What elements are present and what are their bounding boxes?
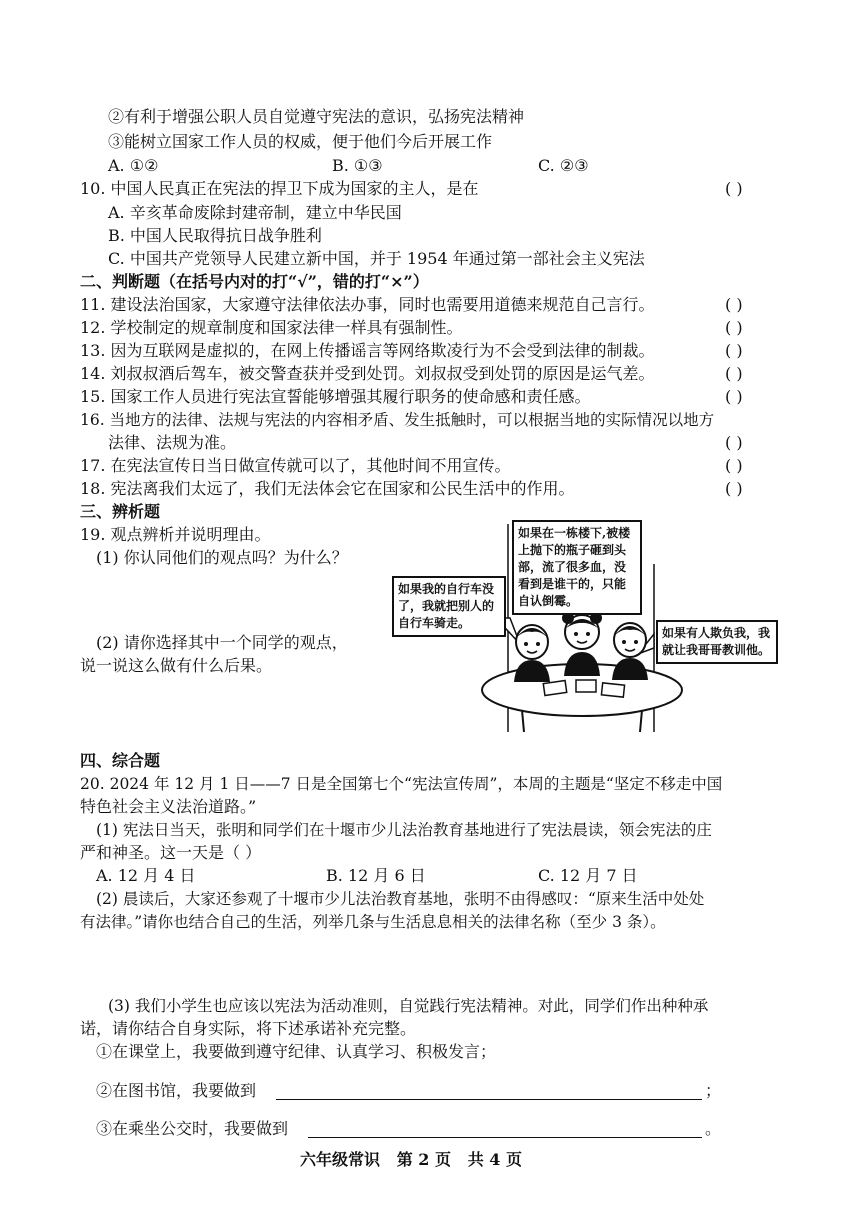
q20-promise-1: ①在课堂上，我要做到遵守纪律、认真学习、积极发言； — [96, 1042, 497, 1061]
q20-promise-2-end: ； — [705, 1081, 722, 1100]
q20-sub1-choice-b: B. 12 月 6 日 — [326, 866, 426, 885]
q17-answer-paren[interactable]: ( ) — [725, 456, 743, 475]
q19-sub1: (1) 你认同他们的观点吗？为什么？ — [96, 548, 348, 567]
q9-option-2: ②有利于增强公职人员自觉遵守宪法的意识，弘扬宪法精神 — [108, 107, 525, 126]
q20-sub1-choice-c: C. 12 月 7 日 — [538, 866, 638, 885]
q20-sub3-line2: 诺，请你结合自身实际，将下述承诺补充完整。 — [80, 1019, 417, 1038]
q20-sub2-line2: 有法律。”请你也结合自己的生活，列举几条与生活息息相关的法律名称（至少 3 条）。 — [80, 913, 666, 931]
q9-option-3: ③能树立国家工作人员的权威，便于他们今后开展工作 — [108, 132, 493, 151]
q16-text-line1: 16. 当地方的法律、法规与宪法的内容相矛盾、发生抵触时，可以根据当地的实际情况以地方 — [80, 411, 715, 429]
q17-text: 17. 在宪法宣传日当日做宣传就可以了，其他时间不用宣传。 — [80, 456, 511, 475]
q11-text: 11. 建设法治国家，大家遵守法律依法办事，同时也需要用道德来规范自己言行。 — [80, 295, 655, 314]
q20-line1: 20. 2024 年 12 月 1 日——7 日是全国第七个“宪法宣传周”，本周的主题是“坚定不移走中国 — [80, 775, 723, 793]
q20-sub2-line1: (2) 晨读后，大家还参观了十堰市少儿法治教育基地，张明不由得感叹：“原来生活中处处 — [96, 890, 705, 908]
q20-line2: 特色社会主义法治道路。” — [80, 797, 257, 816]
q20-sub1-choice-a: A. 12 月 4 日 — [96, 866, 196, 885]
q14-answer-paren[interactable]: ( ) — [725, 364, 743, 383]
q13-answer-paren[interactable]: ( ) — [725, 341, 743, 360]
q15-text: 15. 国家工作人员进行宪法宣誓能够增强其履行职务的使命感和责任感。 — [80, 387, 591, 406]
q9-choice-b: B. ①③ — [332, 156, 383, 175]
speech-bubble-left: 如果我的自行车没了，我就把别人的自行车骑走。 — [392, 576, 506, 637]
q9-choice-a: A. ①② — [108, 156, 159, 175]
q12-text: 12. 学校制定的规章制度和国家法律一样具有强制性。 — [80, 318, 463, 337]
q11-answer-paren[interactable]: ( ) — [725, 295, 743, 314]
q20-sub1-line1: (1) 宪法日当天，张明和同学们在十堰市少儿法治教育基地进行了宪法晨读，领会宪法的庄 — [96, 821, 712, 839]
cartoon-illustration — [392, 514, 778, 732]
section-2-title: 二、判断题（在括号内对的打“√”，错的打“×”） — [80, 272, 429, 291]
q19-stem: 19. 观点辨析并说明理由。 — [80, 525, 271, 544]
q13-text: 13. 因为互联网是虚拟的，在网上传播谣言等网络欺凌行为不会受到法律的制裁。 — [80, 341, 655, 360]
page-footer: 六年级常识 第 2 页 共 4 页 — [300, 1150, 522, 1169]
speech-bubble-top: 如果在一栋楼下,被楼上抛下的瓶子砸到头部，流了很多血，没看到是谁干的，只能自认倒霉。 — [512, 520, 642, 615]
q15-answer-paren[interactable]: ( ) — [725, 387, 743, 406]
q16-text-line2: 法律、法规为准。 — [108, 433, 237, 452]
q12-answer-paren[interactable]: ( ) — [725, 318, 743, 337]
q20-promise-3-end: 。 — [705, 1119, 722, 1138]
q18-answer-paren[interactable]: ( ) — [725, 479, 743, 498]
q20-sub3-line1: (3) 我们小学生也应该以宪法为活动准则，自觉践行宪法精神。对此，同学们作出种种承 — [108, 997, 709, 1015]
section-4-title: 四、综合题 — [80, 751, 161, 770]
q19-sub2-line2: 说一说这么做有什么后果。 — [80, 656, 273, 675]
section-3-title: 三、辨析题 — [80, 502, 161, 521]
q14-text: 14. 刘叔叔酒后驾车，被交警查获并受到处罚。刘叔叔受到处罚的原因是运气差。 — [80, 364, 655, 383]
q10-option-a: A. 辛亥革命废除封建帝制，建立中华民国 — [108, 203, 402, 222]
q10-option-b: B. 中国人民取得抗日战争胜利 — [108, 226, 322, 245]
q10-answer-paren[interactable]: ( ) — [725, 179, 743, 198]
q10-option-c: C. 中国共产党领导人民建立新中国，并于 1954 年通过第一部社会主义宪法 — [108, 249, 645, 268]
q10-stem: 10. 中国人民真正在宪法的捍卫下成为国家的主人，是在 — [80, 179, 479, 198]
q18-text: 18. 宪法离我们太远了，我们无法体会它在国家和公民生活中的作用。 — [80, 479, 575, 498]
speech-bubble-right: 如果有人欺负我，我就让我哥哥教训他。 — [656, 620, 778, 664]
q20-sub1-line2: 严和神圣。这一天是（ ） — [80, 843, 262, 862]
q20-promise-3-blank[interactable] — [308, 1137, 702, 1138]
q20-promise-2-blank[interactable] — [276, 1099, 702, 1100]
q19-sub2-line1: (2) 请你选择其中一个同学的观点， — [96, 633, 348, 652]
q16-answer-paren[interactable]: ( ) — [725, 433, 743, 452]
q20-promise-2-label: ②在图书馆，我要做到 — [96, 1081, 257, 1100]
q20-promise-3-label: ③在乘坐公交时，我要做到 — [96, 1119, 289, 1138]
q9-choice-c: C. ②③ — [538, 156, 589, 175]
